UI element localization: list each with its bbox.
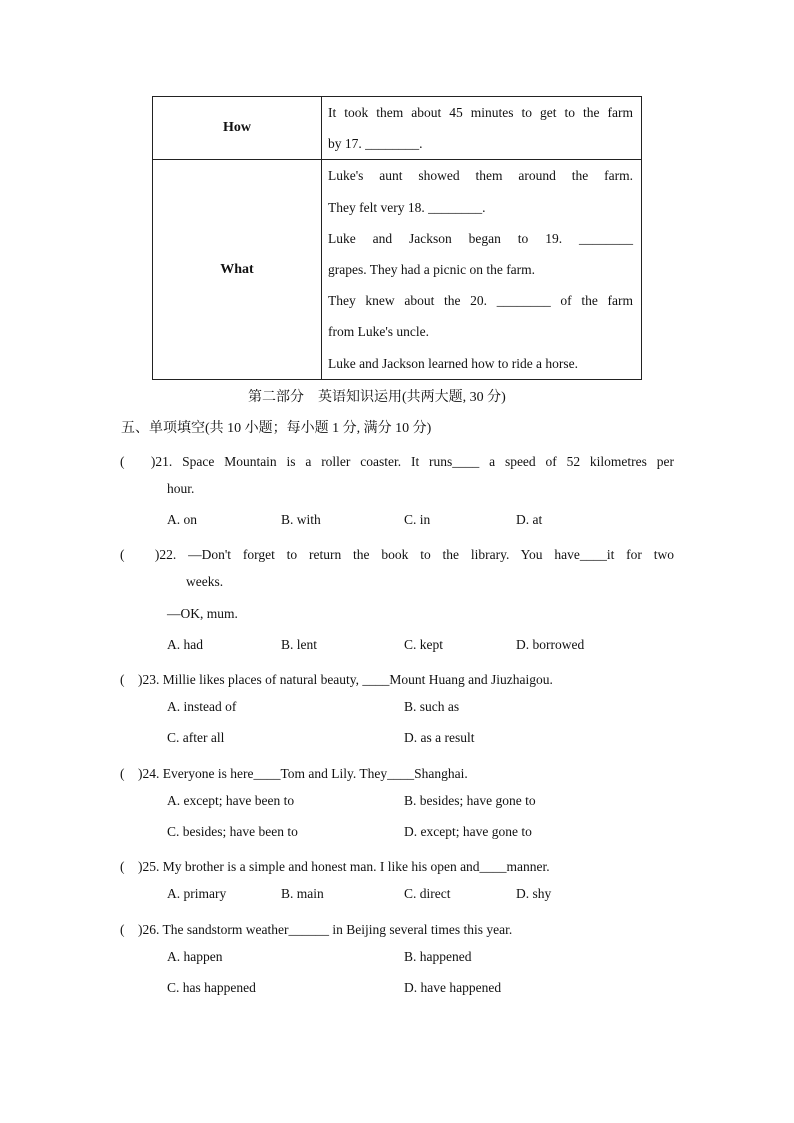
question-stem-cont: hour. bbox=[167, 481, 195, 496]
option: D. as a result bbox=[404, 730, 475, 745]
row-label: How bbox=[153, 97, 322, 160]
option: D. borrowed bbox=[516, 637, 585, 652]
cell-line: by 17. ________. bbox=[328, 136, 423, 152]
cell-line: grapes. They had a picnic on the farm. bbox=[328, 261, 536, 277]
table-row bbox=[153, 160, 642, 379]
option: B. lent bbox=[281, 637, 317, 652]
option: C. kept bbox=[404, 637, 443, 652]
option: B. main bbox=[281, 886, 324, 901]
cell-line: Luke and Jackson began to 19. ________ bbox=[328, 230, 633, 246]
option: C. besides; have been to bbox=[167, 824, 298, 839]
option: C. direct bbox=[404, 886, 451, 901]
option: C. after all bbox=[167, 730, 225, 745]
question-reply: —OK, mum. bbox=[167, 606, 238, 621]
option: A. had bbox=[167, 637, 203, 652]
question-stem-cont: weeks. bbox=[186, 574, 224, 589]
cell-line: from Luke's uncle. bbox=[328, 324, 430, 340]
option: B. such as bbox=[404, 699, 460, 714]
option: A. happen bbox=[167, 949, 223, 964]
table-row bbox=[153, 97, 642, 160]
question-stem: ( )21. Space Mountain is a roller coaster. It runs____ a speed of 52 kilometres per bbox=[120, 454, 674, 469]
option: B. with bbox=[281, 512, 321, 527]
cell-line: Luke's aunt showed them around the farm. bbox=[328, 168, 633, 184]
option: B. happened bbox=[404, 949, 472, 964]
option: A. except; have been to bbox=[167, 793, 295, 808]
info-table bbox=[152, 96, 642, 380]
option: A. primary bbox=[167, 886, 227, 901]
question-stem: ( )26. The sandstorm weather______ in Beijing several times this year. bbox=[120, 922, 513, 937]
cell-line: It took them about 45 minutes to get to the farm bbox=[328, 105, 633, 120]
cell-line: Luke and Jackson learned how to ride a horse. bbox=[328, 355, 579, 371]
option: A. instead of bbox=[167, 699, 237, 714]
option: D. except; have gone to bbox=[404, 824, 532, 839]
cell-line: They felt very 18. ________. bbox=[328, 199, 486, 215]
option: D. shy bbox=[516, 886, 552, 901]
option: A. on bbox=[167, 512, 197, 527]
question-stem: ( )23. Millie likes places of natural beauty, ____Mount Huang and Jiuzhaigou. bbox=[120, 672, 553, 687]
option: D. have happened bbox=[404, 980, 502, 995]
question-stem: ( )24. Everyone is here____Tom and Lily. They____Shanghai. bbox=[120, 766, 468, 781]
cell-line: They knew about the 20. ________ of the farm bbox=[328, 293, 633, 309]
part-title: 第二部分 英语知识运用(共两大题, 30 分) bbox=[248, 390, 506, 405]
option: B. besides; have gone to bbox=[404, 793, 536, 808]
option: D. at bbox=[516, 512, 543, 527]
option: C. has happened bbox=[167, 980, 256, 995]
question-stem: ( )22. —Don't forget to return the book to the library. You have____it for two bbox=[120, 547, 674, 562]
section-title: 五、单项填空(共 10 小题；每小题 1 分, 满分 10 分) bbox=[121, 421, 432, 436]
row-label: What bbox=[153, 160, 322, 379]
option: C. in bbox=[404, 512, 431, 527]
question-stem: ( )25. My brother is a simple and honest man. I like his open and____manner. bbox=[120, 859, 550, 874]
